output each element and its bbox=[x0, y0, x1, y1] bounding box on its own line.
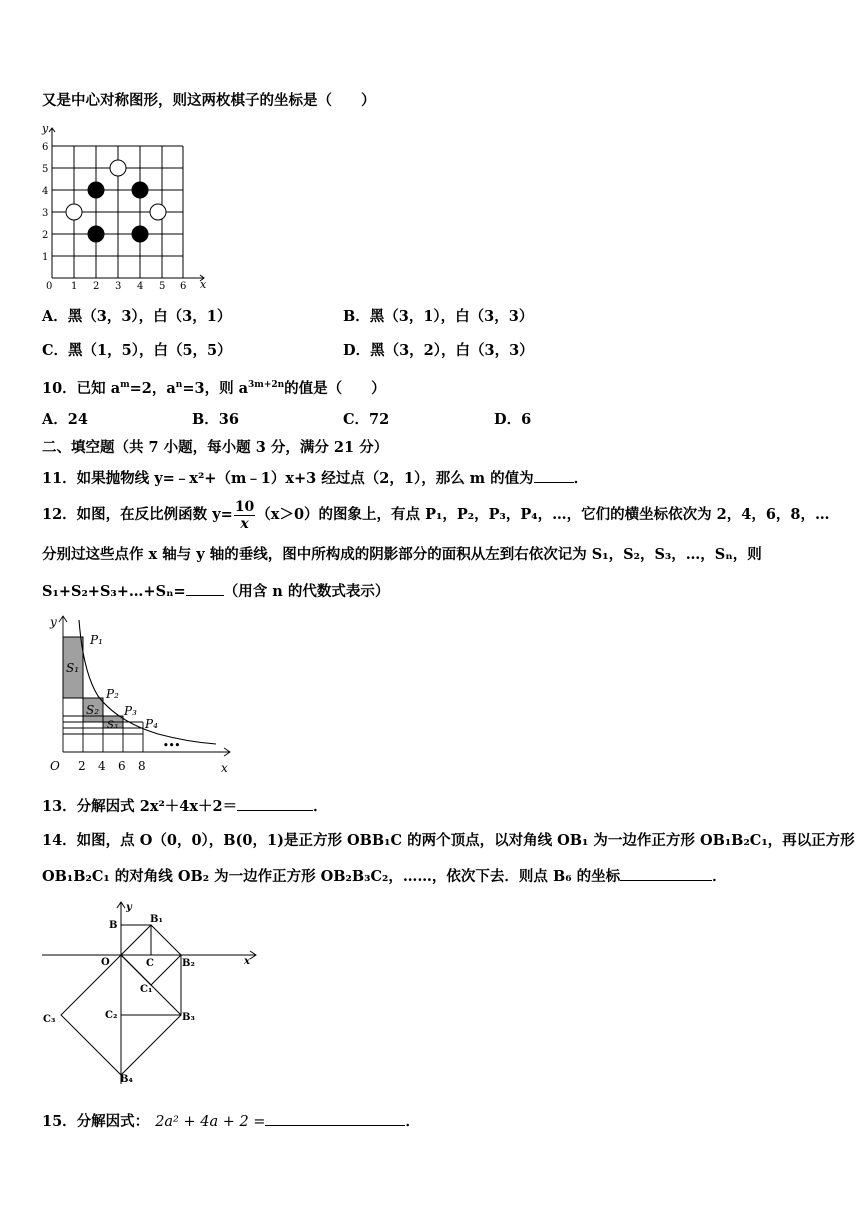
y-axis-label: y bbox=[50, 615, 57, 629]
ellipsis: ••• bbox=[163, 741, 181, 751]
question-10: 10．已知 $a^m=2$，$a^n=3$，则 $a^{3m+2n}$的值是（ ） bbox=[42, 379, 386, 397]
answer-blank bbox=[534, 468, 574, 483]
go-board-figure bbox=[34, 122, 214, 292]
q9-option-a: A．黑（3，3），白（3，1） bbox=[42, 308, 232, 325]
label-b3: B₃ bbox=[182, 1012, 195, 1023]
question-15: 15．分解因式： 2a² + 4a + 2 = ． bbox=[42, 1113, 420, 1130]
black-stone bbox=[88, 182, 104, 198]
nested-squares-figure bbox=[38, 898, 266, 1088]
point-label-p2: P₂ bbox=[106, 687, 119, 701]
x-axis-label: x bbox=[244, 956, 250, 967]
x-tick: 4 bbox=[137, 281, 144, 292]
section-heading: 二、填空题（共 7 小题，每小题 3 分，满分 21 分） bbox=[42, 439, 389, 456]
label-o: O bbox=[101, 957, 110, 968]
math-expression: 2a² + 4a + 2 = bbox=[155, 1114, 266, 1130]
x-tick: 2 bbox=[93, 281, 100, 292]
y-axis-label: y bbox=[42, 122, 49, 135]
x-tick: 4 bbox=[98, 759, 106, 773]
x-tick: 0 bbox=[46, 281, 53, 292]
y-tick: 5 bbox=[42, 164, 49, 175]
point-label-p3: P₃ bbox=[124, 704, 137, 718]
y-tick: 3 bbox=[42, 208, 49, 219]
area-label-s1: S₁ bbox=[66, 661, 80, 675]
black-stone bbox=[132, 182, 148, 198]
x-tick: 1 bbox=[71, 281, 78, 292]
hyperbola-figure bbox=[38, 612, 243, 777]
x-tick: 2 bbox=[78, 759, 86, 773]
label-c3: C₃ bbox=[43, 1014, 56, 1025]
label-c: C bbox=[146, 958, 154, 969]
label-b: B bbox=[109, 920, 118, 931]
point-label-p1: P₁ bbox=[90, 633, 103, 647]
x-axis-label: x bbox=[221, 761, 228, 775]
white-stone bbox=[150, 204, 166, 220]
black-stone bbox=[88, 226, 104, 242]
question-13: 13．分解因式 2x²＋4x＋2＝ ． bbox=[42, 798, 328, 815]
q10-option-d: D．6 bbox=[494, 411, 532, 428]
area-label-s2: S₂ bbox=[86, 703, 100, 717]
point-label-p4: P₄ bbox=[145, 717, 158, 731]
q10-option-a: A．24 bbox=[42, 411, 88, 428]
x-tick: 6 bbox=[118, 759, 126, 773]
x-axis-label: x bbox=[200, 278, 207, 291]
answer-blank bbox=[186, 581, 224, 596]
label-b4: B₄ bbox=[120, 1074, 133, 1085]
area-label-s3: S₃ bbox=[107, 720, 118, 731]
white-stone bbox=[110, 160, 126, 176]
q10-option-c: C．72 bbox=[343, 411, 390, 428]
question-14-line-2: OB₁B₂C₁ 的对角线 OB₂ 为一边作正方形 OB₂B₃C₂，……，依次下去．则点 B₆ 的坐标 ． bbox=[42, 868, 727, 885]
question-12-line-3: S₁+S₂+S₃+…+Sₙ= （用含 n 的代数式表示） bbox=[42, 583, 390, 600]
label-b2: B₂ bbox=[182, 958, 195, 969]
x-tick: 5 bbox=[159, 281, 166, 292]
q10-option-b: B．36 bbox=[192, 411, 239, 428]
label-b1: B₁ bbox=[150, 914, 163, 925]
fraction: $\frac{10}{x}$ bbox=[234, 498, 255, 532]
x-tick: 6 bbox=[180, 281, 187, 292]
white-stone bbox=[66, 204, 82, 220]
question-12-line-1: 12．如图，在反比例函数 y= $\frac{10}{x}$ （x＞0）的图象上，有点 P₁，P₂，P₃，P₄，…，它们的横坐标依次为 2，4，6，8，… bbox=[42, 498, 830, 532]
q9-option-d: D．黑（3，2），白（3，3） bbox=[343, 342, 534, 359]
label-c2: C₂ bbox=[105, 1010, 118, 1021]
x-tick: 3 bbox=[115, 281, 122, 292]
q9-option-c: C．黑（1，5），白（5，5） bbox=[42, 342, 232, 359]
q9-option-b: B．黑（3，1），白（3，3） bbox=[343, 308, 534, 325]
answer-blank bbox=[237, 796, 313, 811]
y-axis-label: y bbox=[126, 902, 132, 913]
black-stone bbox=[132, 226, 148, 242]
answer-blank bbox=[265, 1111, 405, 1126]
label-c1: C₁ bbox=[140, 984, 153, 995]
intro-line: 又是中心对称图形，则这两枚棋子的坐标是（ ） bbox=[42, 92, 376, 109]
y-tick: 1 bbox=[42, 252, 49, 263]
y-tick: 6 bbox=[42, 142, 49, 153]
question-12-line-2: 分别过这些点作 x 轴与 y 轴的垂线，图中所构成的阴影部分的面积从左到右依次记为 S₁，S₂，S₃，…，Sₙ，则 bbox=[42, 546, 762, 563]
y-tick: 2 bbox=[42, 230, 49, 241]
origin-label: O bbox=[50, 759, 60, 773]
x-tick: 8 bbox=[138, 759, 146, 773]
question-11: 11．如果抛物线 y=﹣x²+（m﹣1）x+3 经过点（2，1），那么 m 的值为 ． bbox=[42, 470, 589, 487]
question-14-line-1: 14．如图，点 O（0，0），B(0，1)是正方形 OBB₁C 的两个顶点，以对角线 OB₁ 为一边作正方形 OB₁B₂C₁，再以正方形 bbox=[42, 832, 855, 849]
y-tick: 4 bbox=[42, 186, 49, 197]
answer-blank bbox=[620, 866, 712, 881]
